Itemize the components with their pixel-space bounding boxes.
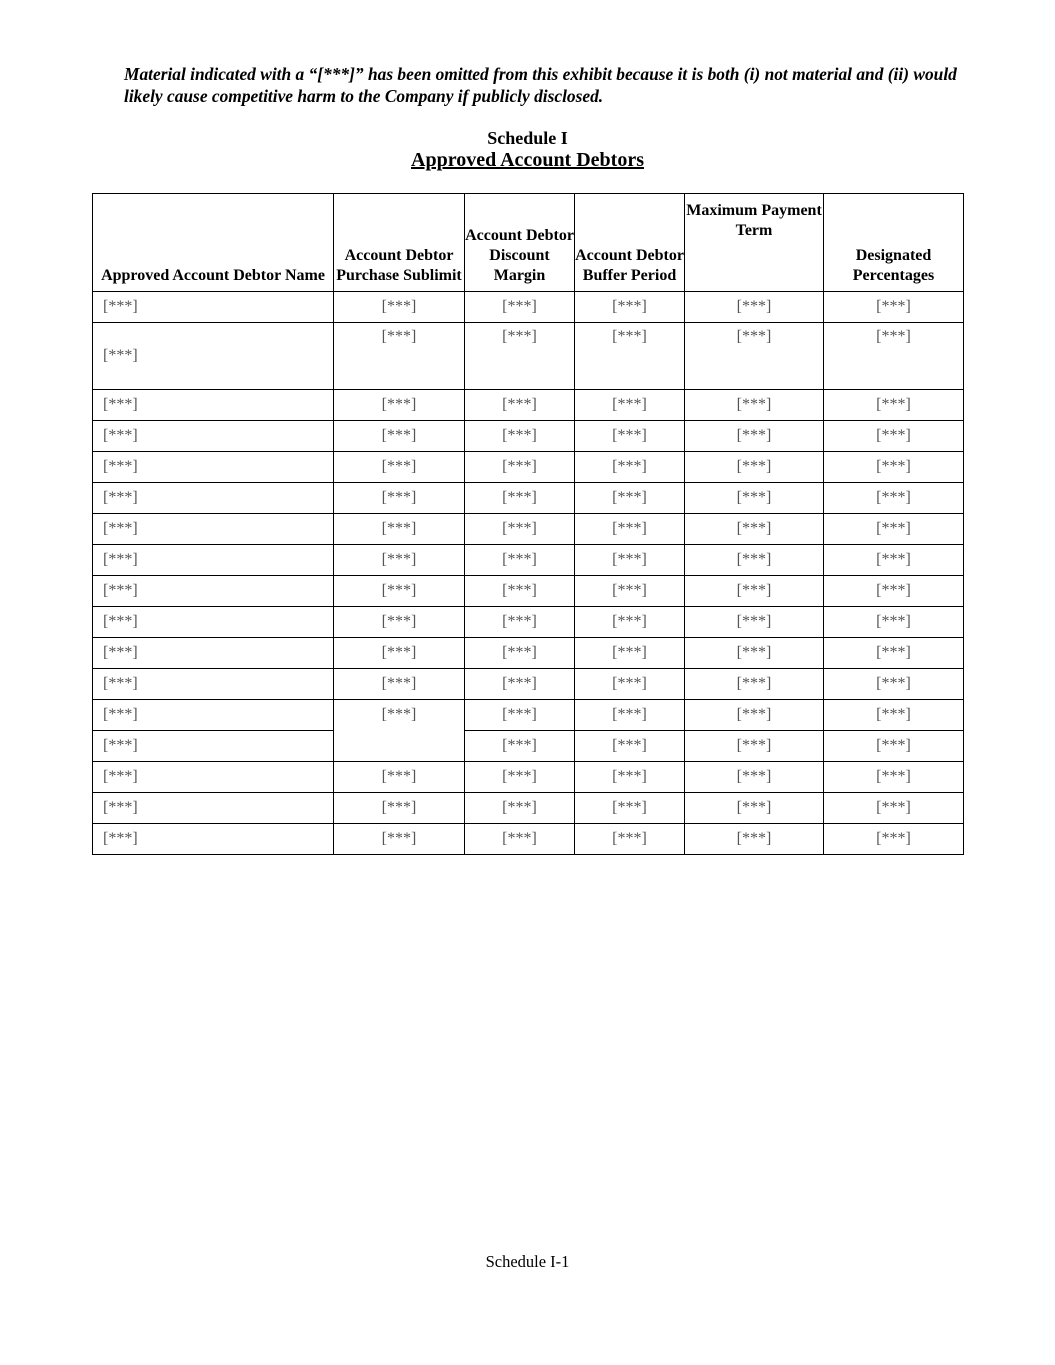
cell-designated-percentages: [***] (824, 731, 964, 762)
cell-discount-margin: [***] (465, 323, 575, 390)
cell-buffer-period: [***] (575, 323, 685, 390)
cell-buffer-period: [***] (575, 731, 685, 762)
cell-discount-margin: [***] (465, 700, 575, 731)
cell-buffer-period: [***] (575, 638, 685, 669)
table-row (93, 452, 964, 483)
cell-discount-margin: [***] (465, 731, 575, 762)
cell-designated-percentages: [***] (824, 669, 964, 700)
cell-debtor-name: [***] (93, 483, 334, 514)
schedule-title: Approved Account Debtors (411, 149, 644, 171)
cell-buffer-period: [***] (575, 793, 685, 824)
cell-discount-margin: [***] (465, 824, 575, 855)
cell-debtor-name: [***] (93, 638, 334, 669)
cell-debtor-name: [***] (93, 452, 334, 483)
cell-purchase-sublimit-merged: [***] (334, 700, 465, 762)
table-row (93, 607, 964, 638)
cell-designated-percentages: [***] (824, 514, 964, 545)
cell-maximum-payment-term: [***] (685, 452, 824, 483)
cell-buffer-period: [***] (575, 514, 685, 545)
cell-debtor-name: [***] (93, 390, 334, 421)
cell-buffer-period: [***] (575, 824, 685, 855)
cell-debtor-name: [***] (93, 323, 334, 390)
cell-maximum-payment-term: [***] (685, 483, 824, 514)
cell-maximum-payment-term: [***] (685, 545, 824, 576)
table-row (93, 323, 964, 390)
cell-maximum-payment-term: [***] (685, 607, 824, 638)
cell-designated-percentages: [***] (824, 292, 964, 323)
cell-designated-percentages: [***] (824, 824, 964, 855)
table-header-row (93, 194, 964, 292)
table-row (93, 669, 964, 700)
cell-maximum-payment-term: [***] (685, 292, 824, 323)
cell-maximum-payment-term: [***] (685, 576, 824, 607)
cell-designated-percentages: [***] (824, 323, 964, 390)
cell-debtor-name: [***] (93, 700, 334, 731)
cell-debtor-name: [***] (93, 421, 334, 452)
table-row (93, 390, 964, 421)
cell-debtor-name: [***] (93, 824, 334, 855)
cell-maximum-payment-term: [***] (685, 669, 824, 700)
cell-debtor-name: [***] (93, 607, 334, 638)
cell-buffer-period: [***] (575, 576, 685, 607)
table-row (93, 421, 964, 452)
cell-maximum-payment-term: [***] (685, 323, 824, 390)
cell-purchase-sublimit: [***] (334, 292, 465, 323)
cell-purchase-sublimit: [***] (334, 638, 465, 669)
cell-discount-margin: [***] (465, 607, 575, 638)
cell-designated-percentages: [***] (824, 762, 964, 793)
header-debtor-name: Approved Account Debtor Name (93, 194, 334, 292)
table-row (93, 576, 964, 607)
table-row (93, 824, 964, 855)
cell-debtor-name: [***] (93, 793, 334, 824)
cell-purchase-sublimit: [***] (334, 607, 465, 638)
cell-buffer-period: [***] (575, 421, 685, 452)
page-footer: Schedule I-1 (485, 1252, 570, 1271)
cell-discount-margin: [***] (465, 421, 575, 452)
cell-designated-percentages: [***] (824, 607, 964, 638)
table-row (93, 292, 964, 323)
cell-buffer-period: [***] (575, 292, 685, 323)
cell-discount-margin: [***] (465, 390, 575, 421)
cell-discount-margin: [***] (465, 669, 575, 700)
cell-discount-margin: [***] (465, 483, 575, 514)
cell-designated-percentages: [***] (824, 483, 964, 514)
cell-purchase-sublimit: [***] (334, 576, 465, 607)
cell-debtor-name: [***] (93, 762, 334, 793)
table-row (93, 793, 964, 824)
cell-discount-margin: [***] (465, 576, 575, 607)
approved-account-debtors-table (92, 193, 964, 855)
cell-maximum-payment-term: [***] (685, 700, 824, 731)
cell-discount-margin: [***] (465, 762, 575, 793)
cell-purchase-sublimit: [***] (334, 545, 465, 576)
cell-purchase-sublimit: [***] (334, 762, 465, 793)
cell-purchase-sublimit: [***] (334, 793, 465, 824)
table-row (93, 545, 964, 576)
cell-buffer-period: [***] (575, 483, 685, 514)
cell-designated-percentages: [***] (824, 638, 964, 669)
cell-debtor-name: [***] (93, 545, 334, 576)
cell-maximum-payment-term: [***] (685, 824, 824, 855)
table-row (93, 731, 964, 762)
table-row (93, 638, 964, 669)
cell-purchase-sublimit: [***] (334, 483, 465, 514)
cell-buffer-period: [***] (575, 607, 685, 638)
header-discount-margin: Account Debtor Discount Margin (465, 194, 575, 292)
cell-discount-margin: [***] (465, 452, 575, 483)
cell-discount-margin: [***] (465, 292, 575, 323)
cell-purchase-sublimit: [***] (334, 514, 465, 545)
cell-purchase-sublimit: [***] (334, 390, 465, 421)
table-row (93, 514, 964, 545)
cell-discount-margin: [***] (465, 545, 575, 576)
cell-maximum-payment-term: [***] (685, 421, 824, 452)
cell-designated-percentages: [***] (824, 793, 964, 824)
table-row (93, 700, 964, 731)
cell-discount-margin: [***] (465, 638, 575, 669)
cell-debtor-name: [***] (93, 514, 334, 545)
table-row (93, 483, 964, 514)
cell-debtor-name: [***] (93, 292, 334, 323)
cell-debtor-name: [***] (93, 731, 334, 762)
header-purchase-sublimit: Account Debtor Purchase Sublimit (334, 194, 465, 292)
cell-buffer-period: [***] (575, 700, 685, 731)
cell-buffer-period: [***] (575, 545, 685, 576)
header-buffer-period: Account Debtor Buffer Period (575, 194, 685, 292)
cell-debtor-name: [***] (93, 576, 334, 607)
cell-debtor-name: [***] (93, 669, 334, 700)
header-designated-percentages: Designated Percentages (824, 194, 964, 292)
cell-designated-percentages: [***] (824, 452, 964, 483)
cell-designated-percentages: [***] (824, 390, 964, 421)
header-maximum-payment-term: Maximum Payment Term (685, 194, 824, 292)
cell-maximum-payment-term: [***] (685, 731, 824, 762)
cell-maximum-payment-term: [***] (685, 762, 824, 793)
cell-maximum-payment-term: [***] (685, 514, 824, 545)
cell-purchase-sublimit: [***] (334, 421, 465, 452)
cell-purchase-sublimit: [***] (334, 452, 465, 483)
cell-buffer-period: [***] (575, 762, 685, 793)
cell-purchase-sublimit: [***] (334, 323, 465, 390)
cell-designated-percentages: [***] (824, 421, 964, 452)
table-row (93, 762, 964, 793)
cell-designated-percentages: [***] (824, 545, 964, 576)
confidentiality-notice: Material indicated with a “[***]” has been omitted from this exhibit because it is both (i) not material and (ii) would likely cause competitive harm to the Company if publicly disclosed. (124, 64, 957, 106)
cell-buffer-period: [***] (575, 390, 685, 421)
cell-designated-percentages: [***] (824, 700, 964, 731)
cell-discount-margin: [***] (465, 793, 575, 824)
cell-purchase-sublimit: [***] (334, 669, 465, 700)
cell-buffer-period: [***] (575, 452, 685, 483)
schedule-label: Schedule I (487, 128, 568, 148)
cell-discount-margin: [***] (465, 514, 575, 545)
cell-maximum-payment-term: [***] (685, 793, 824, 824)
cell-designated-percentages: [***] (824, 576, 964, 607)
cell-maximum-payment-term: [***] (685, 638, 824, 669)
cell-maximum-payment-term: [***] (685, 390, 824, 421)
cell-buffer-period: [***] (575, 669, 685, 700)
cell-purchase-sublimit: [***] (334, 824, 465, 855)
